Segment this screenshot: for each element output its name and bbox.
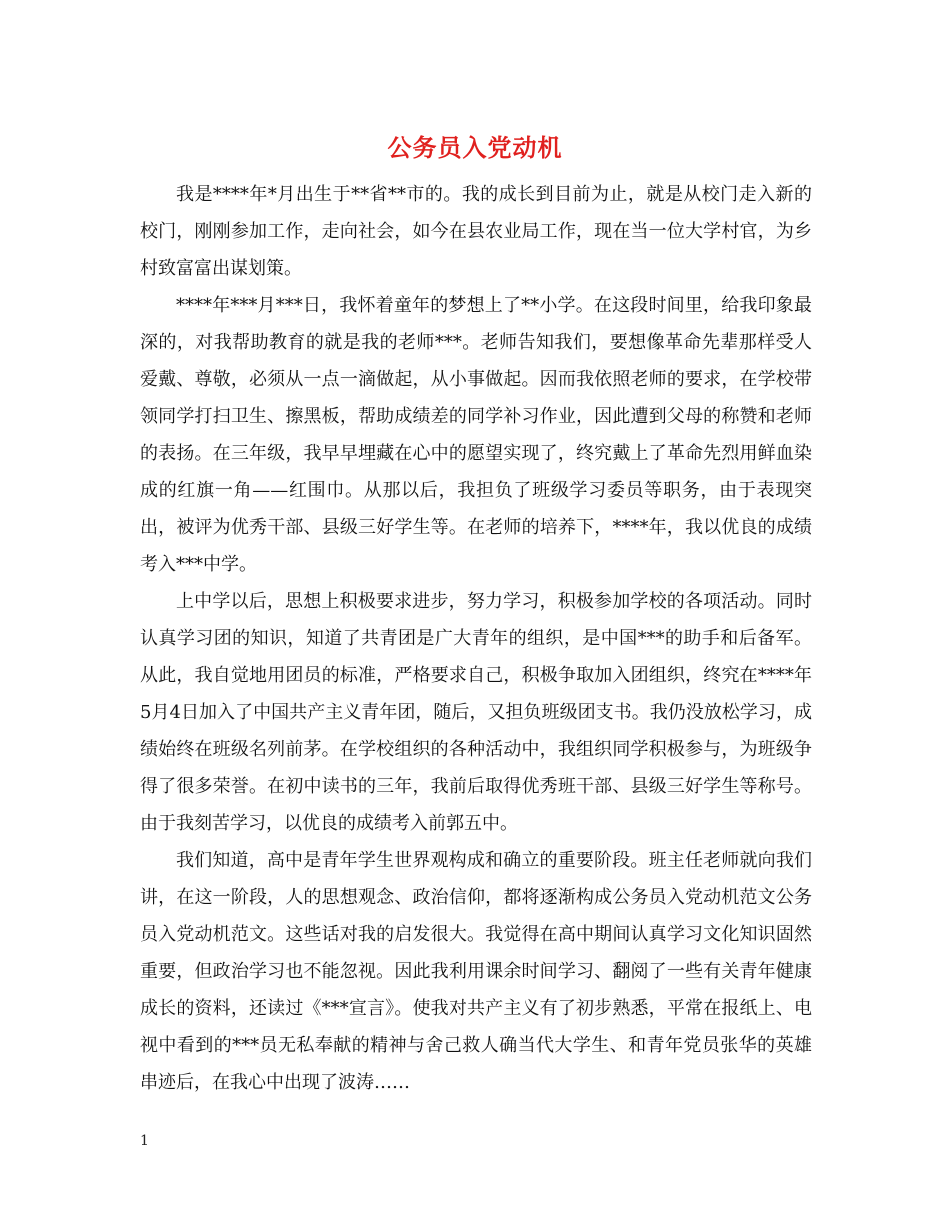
paragraph-2: ****年***月***日，我怀着童年的梦想上了**小学。在这段时间里，给我印象最深的，对我帮助教育的就是我的老师***。老师告知我们，要想像革命先辈那样受人爱戴、尊敬，必须从一点一滴做起，从小事做起。因而我依照老师的要求，在学校带领同学打扫卫生、擦黑板，帮助成绩差的同学补习作业，因此遭到父母的称赞和老师的表扬。在三年级，我早早埋藏在心中的愿望实现了，终究戴上了革命先烈用鲜血染成的红旗一角——红围巾。从那以后，我担负了班级学习委员等职务，由于表现突出，被评为优秀干部、县级三好学生等。在老师的培养下，****年，我以优良的成绩考入***中学。 [140,295,812,575]
paragraph-3: 上中学以后，思想上积极要求进步，努力学习，积极参加学校的各项活动。同时认真学习团的知识，知道了共青团是广大青年的组织，是中国***的助手和后备军。从此，我自觉地用团员的标准，严格要求自己，积极争取加入团组织，终究在****年5月4日加入了中国共产主义青年团，随后，又担负班级团支书。我仍没放松学习，成绩始终在班级名列前茅。在学校组织的各种活动中，我组织同学积极参与，为班级争得了很多荣誉。在初中读书的三年，我前后取得优秀班干部、县级三好学生等称号。由于我刻苦学习，以优良的成绩考入前郭五中。 [140,591,812,834]
document-body [140,176,812,1101]
document-title: 公务员入党动机 [387,133,563,162]
page-number: 1 [140,1133,149,1149]
paragraph-4: 我们知道，高中是青年学生世界观构成和确立的重要阶段。班主任老师就向我们讲，在这一阶段，人的思想观念、政治信仰，都将逐渐构成公务员入党动机范文公务员入党动机范文。这些话对我的启发很大。我觉得在高中期间认真学习文化知识固然重要，但政治学习也不能忽视。因此我利用课余时间学习、翻阅了一些有关青年健康成长的资料，还读过《***宣言》。使我对共产主义有了初步熟悉，平常在报纸上、电视中看到的***员无私奉献的精神与舍己救人确当代大学生、和青年党员张华的英雄串迹后，在我心中出现了波涛…… [140,850,812,1093]
paragraph-1: 我是****年*月出生于**省**市的。我的成长到目前为止，就是从校门走入新的校门，刚刚参加工作，走向社会，如今在县农业局工作，现在当一位大学村官，为乡村致富富出谋划策。 [140,184,812,279]
